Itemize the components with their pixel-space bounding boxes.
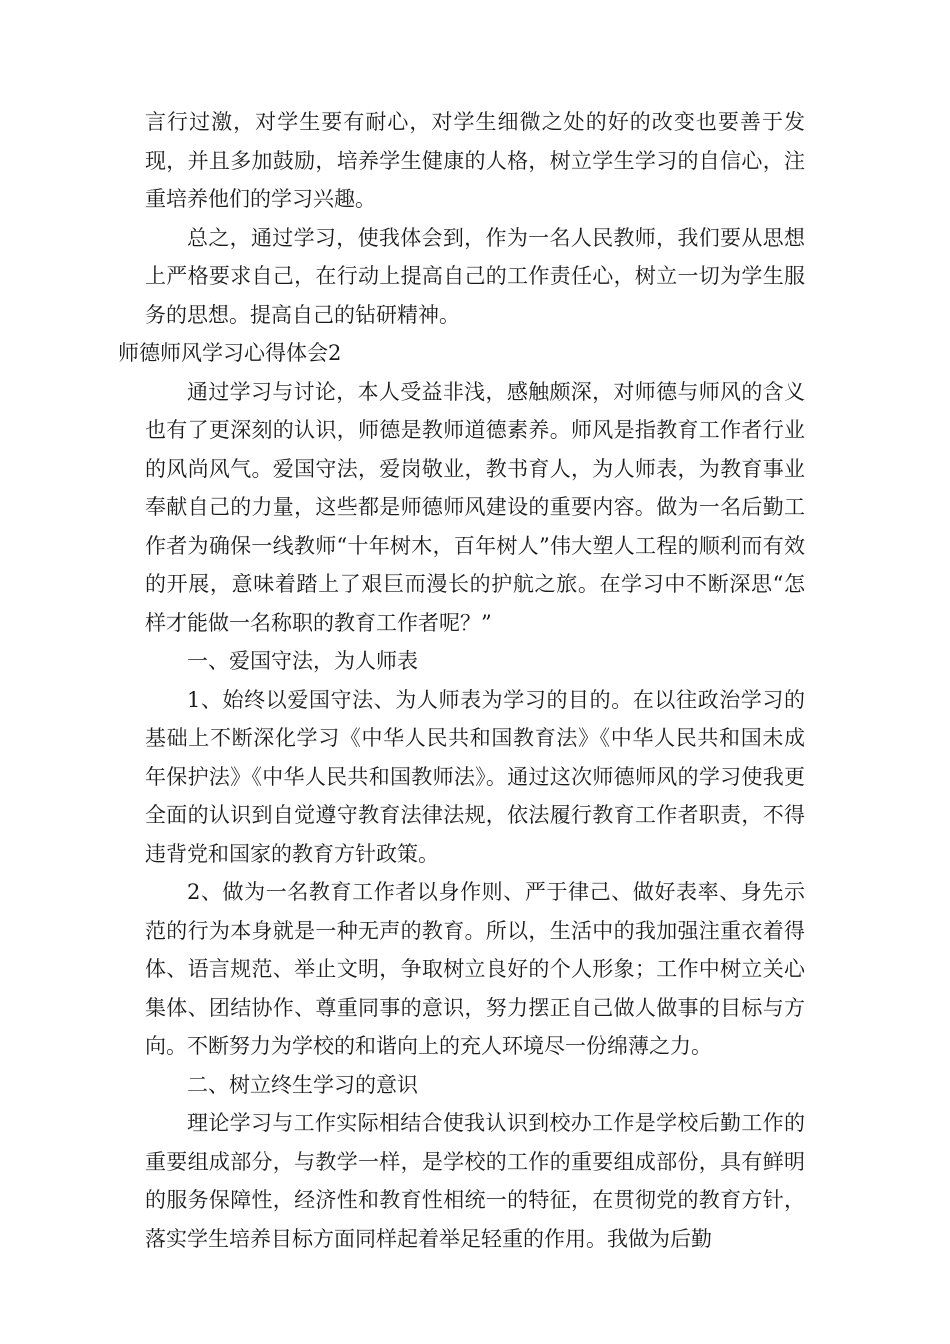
paragraph-item-1: 1、始终以爱国守法、为人师表为学习的目的。在以往政治学习的基础上不断深化学习《中华人民共和国教育法》《中华人民共和国未成年保护法》《中华人民共和国教师法》。通过这次师德师风的学习使我更全面的认识到自觉遵守教育法律法规，依法履行教育工作者职责，不得违背党和国家的教育方针政策。: [145, 687, 805, 866]
heading-two: 二、树立终生学习的意识: [187, 1072, 418, 1097]
paragraph-continuation: 言行过激，对学生要有耐心，对学生细微之处的好的改变也要善于发现，并且多加鼓励，培养学生健康的人格，树立学生学习的自信心，注重培养他们的学习兴趣。: [145, 110, 805, 211]
paragraph-theory: 理论学习与工作实际相结合使我认识到校办工作是学校后勤工作的重要组成部分，与教学一样，是学校的工作的重要组成部份，具有鲜明的服务保障性，经济性和教育性相统一的特征，在贯彻党的教育方针，落实学生培养目标方面同样起着举足轻重的作用。我做为后勤: [145, 1111, 805, 1251]
document-page: [118, 103, 805, 1258]
paragraph-intro: 通过学习与讨论，本人受益非浅，感触颇深，对师德与师风的含义也有了更深刻的认识，师德是教师道德素养。师风是指教育工作者行业的风尚风气。爱国守法，爱岗敬业，教书育人，为人师表，为教育事业奉献自己的力量，这些都是师德师风建设的重要内容。做为一名后勤工作者为确保一线教师“十年树木，百年树人”伟大塑人工程的顺利而有效的开展，意味着踏上了艰巨而漫长的护航之旅。在学习中不断深思“怎样才能做一名称职的教育工作者呢？”: [145, 379, 805, 635]
heading-one: 一、爱国守法，为人师表: [187, 649, 418, 673]
paragraph-item-2: 2、做为一名教育工作者以身作则、严于律己、做好表率、身先示范的行为本身就是一种无声的教育。所以，生活中的我加强注重衣着得体、语言规范、举止文明，争取树立良好的个人形象；工作中树立关心集体、团结协作、尊重同事的意识，努力摆正自己做人做事的目标与方向。不断努力为学校的和谐向上的充人环境尽一份绵薄之力。: [145, 880, 805, 1058]
section-title: 师德师风学习心得体会2: [118, 341, 342, 365]
paragraph-summary: 总之，通过学习，使我体会到，作为一名人民教师，我们要从思想上严格要求自己，在行动上提高自己的工作责任心，树立一切为学生服务的思想。提高自己的钻研精神。: [145, 225, 805, 327]
